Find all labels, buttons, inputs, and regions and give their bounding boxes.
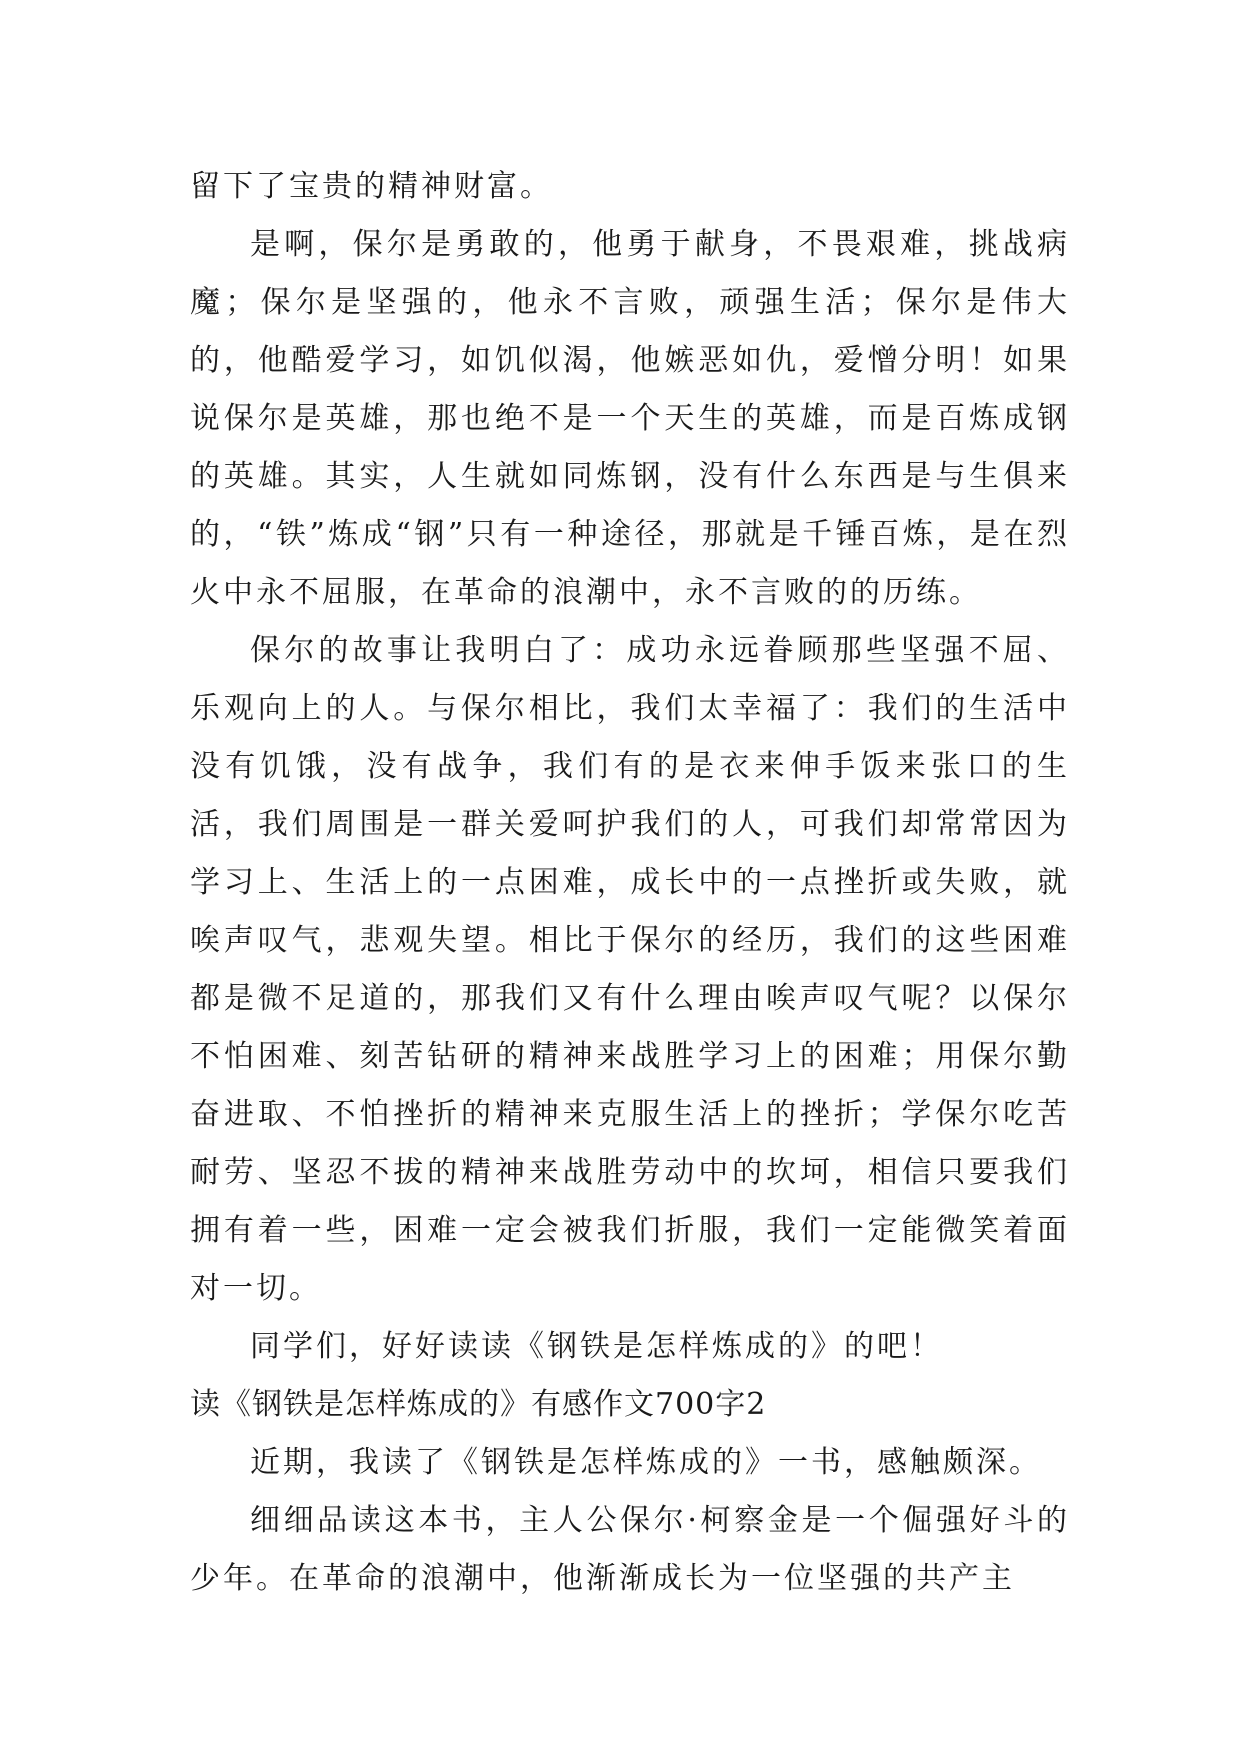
paragraph: 是啊，保尔是勇敢的，他勇于献身，不畏艰难，挑战病魔；保尔是坚强的，他永不言败，顽强生活；保尔是伟大的，他酷爱学习，如饥似渴，他嫉恶如仇，爱憎分明！如果说保尔是英雄，那也绝不是一个天生的英雄，而是百炼成钢的英雄。其实，人生就如同炼钢，没有什么东西是与生俱来的，“铁”炼成“钢”只有一种途径，那就是千锤百炼，是在烈火中永不屈服，在革命的浪潮中，永不言败的的历练。: [190, 227, 1070, 610]
paragraph: 保尔的故事让我明白了：成功永远眷顾那些坚强不屈、乐观向上的人。与保尔相比，我们太幸福了：我们的生活中没有饥饿，没有战争，我们有的是衣来伸手饭来张口的生活，我们周围是一群关爱呵护我们的人，可我们却常常因为学习上、生活上的一点困难，成长中的一点挫折或失败，就唉声叹气，悲观失望。相比于保尔的经历，我们的这些困难都是微不足道的，那我们又有什么理由唉声叹气呢？以保尔不怕困难、刻苦钻研的精神来战胜学习上的困难；用保尔勤奋进取、不怕挫折的精神来克服生活上的挫折；学保尔吃苦耐劳、坚忍不拔的精神来战胜劳动中的坎坷，相信只要我们拥有着一些，困难一定会被我们折服，我们一定能微笑着面对一切。: [190, 633, 1070, 1306]
paragraph-continuation: 留下了宝贵的精神财富。: [190, 169, 553, 204]
paragraph: 同学们，好好读读《钢铁是怎样炼成的》的吧！: [250, 1329, 943, 1364]
document-body: [190, 158, 1070, 1608]
paragraph: 细细品读这本书，主人公保尔·柯察金是一个倔强好斗的少年。在革命的浪潮中，他渐渐成长为一位坚强的共产主: [190, 1503, 1070, 1596]
section-heading: 读《钢铁是怎样炼成的》有感作文700字2: [190, 1387, 767, 1422]
paragraph: 近期，我读了《钢铁是怎样炼成的》一书，感触颇深。: [250, 1445, 1042, 1480]
